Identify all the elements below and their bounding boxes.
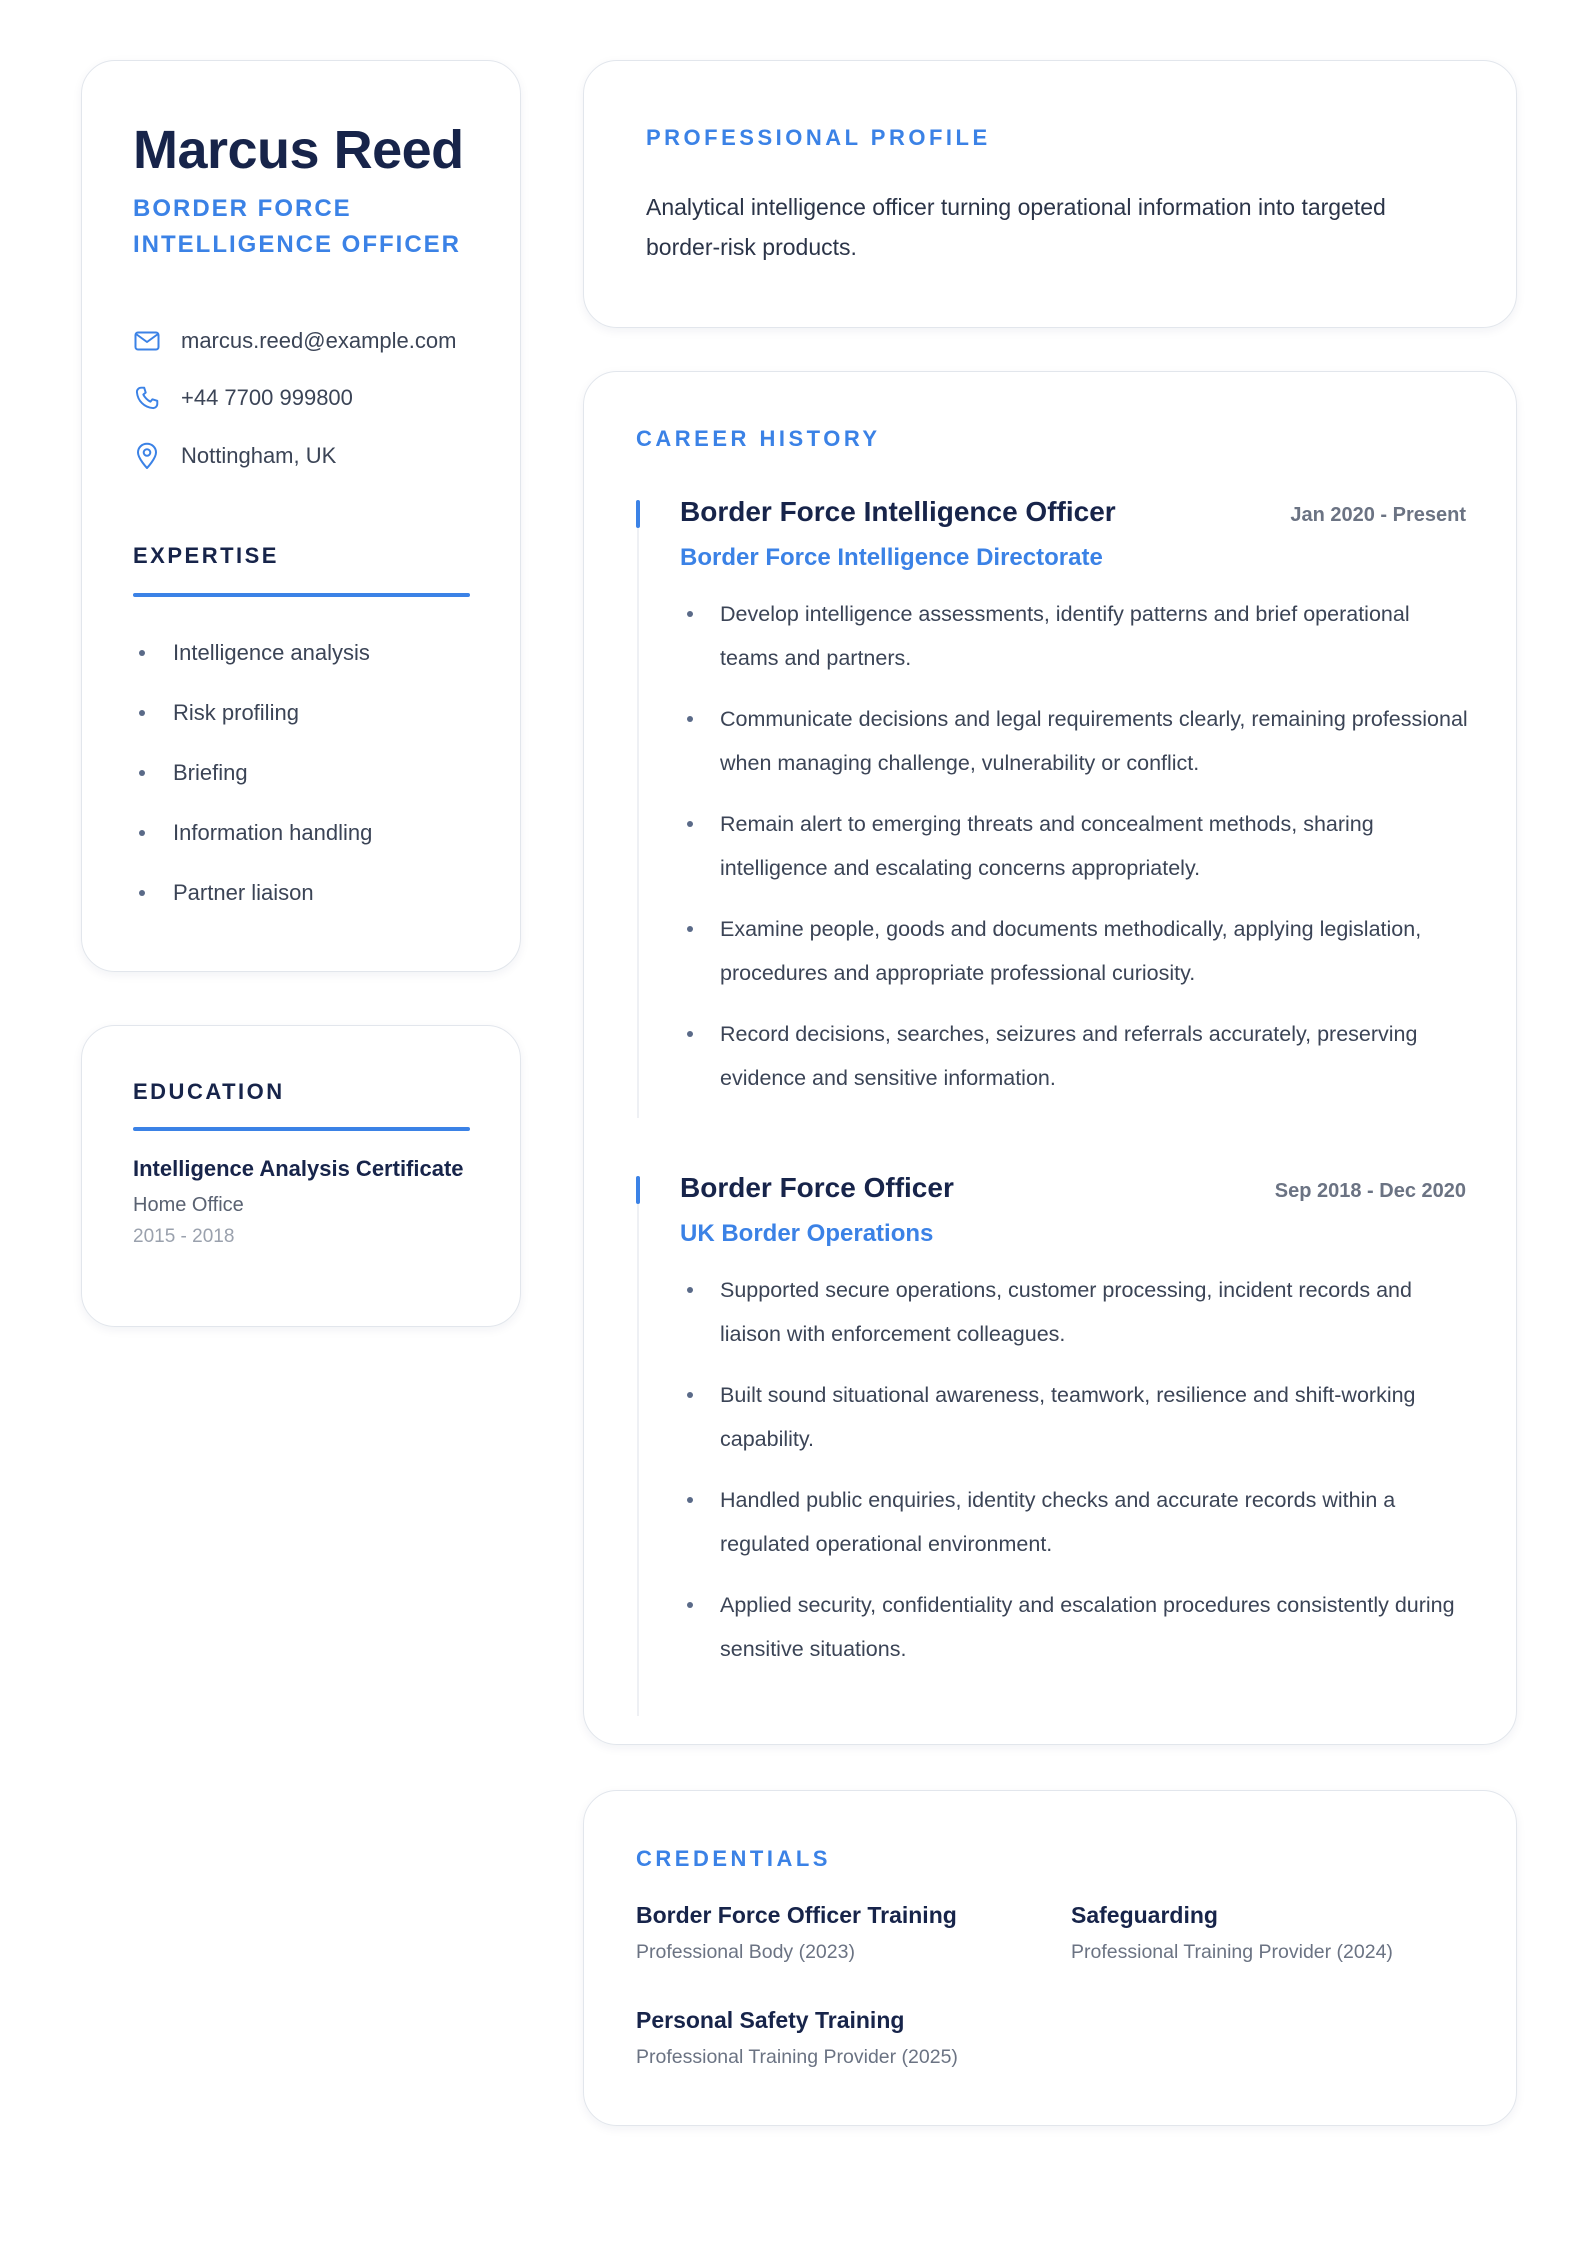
location-text: Nottingham, UK: [181, 443, 337, 468]
education-institution: Home Office: [133, 1194, 244, 1216]
list-item: [680, 907, 1470, 995]
job-title: Border Force Intelligence Officer: [680, 496, 1116, 527]
bullet-icon: [687, 821, 693, 827]
list-item: [133, 863, 473, 923]
email-text: marcus.reed@example.com: [181, 328, 457, 353]
list-item: [680, 1268, 1470, 1356]
phone-text: +44 7700 999800: [181, 385, 353, 410]
bullet-icon: [687, 1287, 693, 1293]
job-dates: Sep 2018 - Dec 2020: [1274, 1180, 1466, 1202]
duty-text: Built sound situational awareness, teamwork, resilience and shift-working capability.: [720, 1383, 1416, 1451]
bullet-icon: [139, 890, 145, 896]
list-item: [680, 802, 1470, 890]
contact-location: [133, 439, 336, 473]
expertise-list: [133, 623, 473, 923]
duty-text: Develop intelligence assessments, identify patterns and brief operational teams and partners.: [720, 602, 1410, 670]
bullet-icon: [139, 650, 145, 656]
credential-title: Border Force Officer Training: [636, 1902, 957, 1928]
career-heading: CAREER HISTORY: [636, 426, 881, 451]
job-entry: [636, 496, 1468, 1118]
mail-icon: [133, 327, 161, 355]
credential-provider: Professional Training Provider (2025): [636, 2046, 958, 2068]
job-title: Border Force Officer: [680, 1172, 954, 1203]
duty-text: Supported secure operations, customer processing, incident records and liaison with enforcement colleagues.: [720, 1278, 1412, 1346]
list-item: [680, 697, 1470, 785]
duty-text: Examine people, goods and documents methodically, applying legislation, procedures and appropriate professional curiosity.: [720, 917, 1422, 985]
duty-text: Handled public enquiries, identity checks and accurate records within a regulated operational environment.: [720, 1488, 1396, 1556]
bullet-icon: [687, 611, 693, 617]
list-item: [133, 743, 473, 803]
candidate-name: Marcus Reed: [133, 120, 464, 180]
job-dates: Jan 2020 - Present: [1290, 504, 1466, 526]
phone-icon: [133, 384, 161, 412]
list-item: [133, 623, 473, 683]
bullet-icon: [139, 830, 145, 836]
credential-item: [1071, 1902, 1393, 1964]
list-item: [680, 1012, 1470, 1100]
timeline-line: [637, 1204, 639, 1716]
identity-card: [81, 60, 521, 972]
profile-summary: Analytical intelligence officer turning operational information into targeted border-risk products.: [646, 194, 1386, 260]
job-entry: [636, 1172, 1466, 1716]
duty-text: Record decisions, searches, seizures and referrals accurately, preserving evidence and sensitive information.: [720, 1022, 1418, 1090]
job-organisation: UK Border Operations: [680, 1220, 934, 1247]
contact-email[interactable]: [133, 324, 456, 358]
skill-label: Information handling: [173, 820, 373, 845]
list-item: [680, 1478, 1470, 1566]
candidate-role: BORDER FORCE INTELLIGENCE OFFICER: [133, 195, 461, 258]
bullet-icon: [687, 1031, 693, 1037]
credential-title: Personal Safety Training: [636, 2007, 905, 2033]
profile-heading: PROFESSIONAL PROFILE: [646, 125, 991, 150]
education-heading: EDUCATION: [133, 1079, 285, 1104]
education-card: [81, 1025, 521, 1327]
skill-label: Risk profiling: [173, 700, 299, 725]
job-duties: [680, 1268, 1470, 1688]
bullet-icon: [139, 710, 145, 716]
education-years: 2015 - 2018: [133, 1226, 235, 1247]
list-item: [680, 592, 1470, 680]
credential-provider: Professional Training Provider (2024): [1071, 1941, 1393, 1963]
job-organisation: Border Force Intelligence Directorate: [680, 544, 1103, 571]
credentials-card: [583, 1790, 1517, 2126]
job-duties: [680, 592, 1470, 1117]
bullet-icon: [687, 926, 693, 932]
timeline-line: [637, 528, 639, 1118]
career-card: [583, 371, 1517, 1745]
credential-provider: Professional Body (2023): [636, 1941, 855, 1963]
map-pin-icon: [133, 442, 161, 470]
bullet-icon: [687, 716, 693, 722]
education-divider: [133, 1127, 470, 1131]
credentials-heading: CREDENTIALS: [636, 1846, 831, 1871]
duty-text: Remain alert to emerging threats and concealment methods, sharing intelligence and escalating concerns appropriately.: [720, 812, 1374, 880]
credential-item: [636, 2007, 958, 2069]
skill-label: Partner liaison: [173, 880, 314, 905]
credential-item: [636, 1902, 957, 1964]
timeline-marker: [636, 500, 640, 528]
bullet-icon: [687, 1497, 693, 1503]
bullet-icon: [687, 1392, 693, 1398]
skill-label: Briefing: [173, 760, 248, 785]
duty-text: Communicate decisions and legal requirements clearly, remaining professional when managing challenge, vulnerability or conflict.: [720, 707, 1468, 775]
contact-phone[interactable]: [133, 381, 353, 415]
expertise-heading: EXPERTISE: [133, 543, 279, 568]
list-item: [133, 683, 473, 743]
skill-label: Intelligence analysis: [173, 640, 370, 665]
timeline-marker: [636, 1176, 640, 1204]
education-title: Intelligence Analysis Certificate: [133, 1156, 464, 1181]
bullet-icon: [139, 770, 145, 776]
duty-text: Applied security, confidentiality and escalation procedures consistently during sensitive situations.: [720, 1593, 1455, 1661]
expertise-divider: [133, 593, 470, 597]
profile-card: [583, 60, 1517, 328]
list-item: [680, 1373, 1470, 1461]
bullet-icon: [687, 1602, 693, 1608]
credential-title: Safeguarding: [1071, 1902, 1218, 1928]
list-item: [133, 803, 473, 863]
list-item: [680, 1583, 1470, 1671]
